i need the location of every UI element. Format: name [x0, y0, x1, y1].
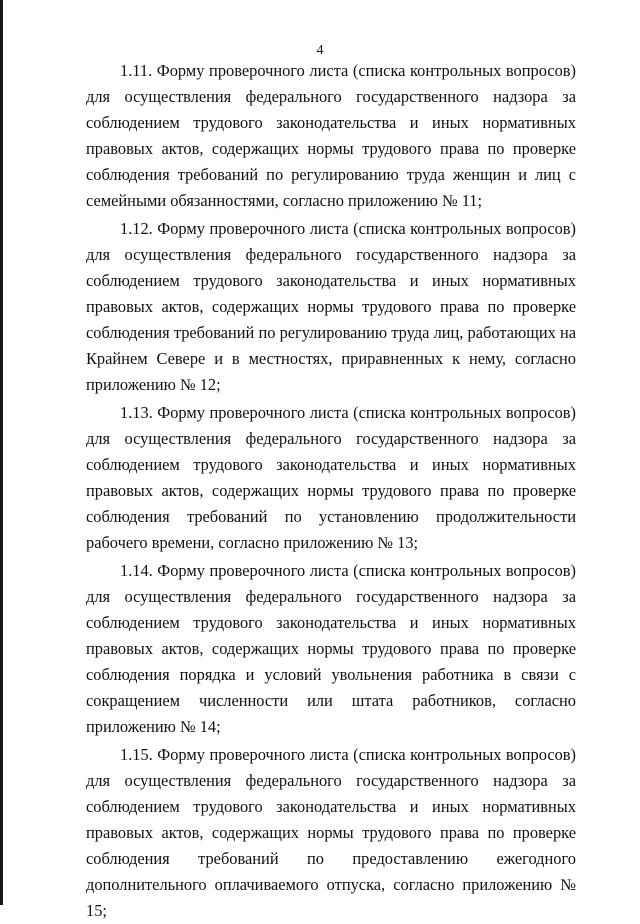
document-body: [86, 58, 576, 924]
paragraph-1-15: 1.15. Форму проверочного листа (списка контрольных вопросов) для осуществления федерального государственного надзора за соблюдением трудового законодательства и иных нормативных правовых актов, содержащих нормы трудового права по проверке соблюдения требований по предоставлению ежегодного дополнительного оплачиваемого отпуска, согласно приложению № 15;: [86, 745, 576, 920]
paragraph-1-12: 1.12. Форму проверочного листа (списка контрольных вопросов) для осуществления федерального государственного надзора за соблюдением трудового законодательства и иных нормативных правовых актов, содержащих нормы трудового права по проверке соблюдения требований по регулированию труда лиц, работающих на Крайнем Севере и в местностях, приравненных к нему, согласно приложению № 12;: [86, 219, 576, 394]
paragraph-1-14: 1.14. Форму проверочного листа (списка контрольных вопросов) для осуществления федерального государственного надзора за соблюдением трудового законодательства и иных нормативных правовых актов, содержащих нормы трудового права по проверке соблюдения порядка и условий увольнения работника в связи с сокращением численности или штата работников, согласно приложению № 14;: [86, 561, 576, 736]
paragraph-1-11: 1.11. Форму проверочного листа (списка контрольных вопросов) для осуществления федерального государственного надзора за соблюдением трудового законодательства и иных нормативных правовых актов, содержащих нормы трудового права по проверке соблюдения требований по регулированию труда женщин и лиц с семейными обязанностями, согласно приложению № 11;: [86, 61, 576, 210]
scan-edge: [0, 0, 3, 905]
page-number: 4: [316, 43, 324, 58]
paragraph-1-13: 1.13. Форму проверочного листа (списка контрольных вопросов) для осуществления федерального государственного надзора за соблюдением трудового законодательства и иных нормативных правовых актов, содержащих нормы трудового права по проверке соблюдения требований по установлению продолжительности рабочего времени, согласно приложению № 13;: [86, 403, 576, 552]
